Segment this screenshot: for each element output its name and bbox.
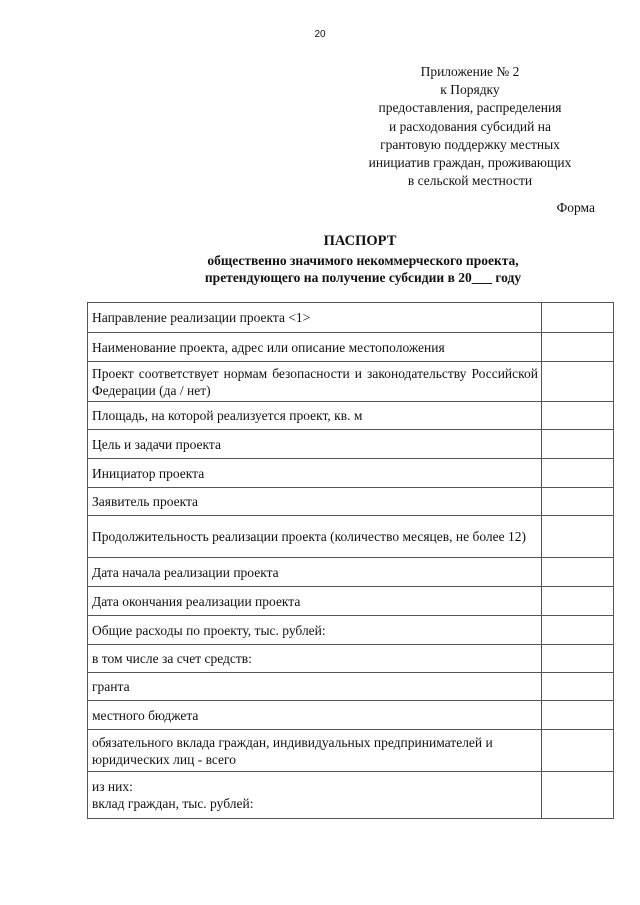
row-value[interactable]: [542, 645, 614, 673]
row-label: [88, 430, 542, 459]
row-label-line: Наименование проекта, адрес или описание местоположения: [92, 339, 445, 355]
row-label: [88, 587, 542, 616]
row-label: [88, 402, 542, 430]
row-value[interactable]: [542, 616, 614, 645]
table-row: [88, 673, 614, 701]
row-value[interactable]: [542, 673, 614, 701]
subtitle-line: общественно значимого некоммерческого проекта,: [207, 253, 519, 268]
row-label-line: Цель и задачи проекта: [92, 436, 221, 452]
table-row: [88, 616, 614, 645]
row-value[interactable]: [542, 701, 614, 730]
row-label: [88, 459, 542, 488]
passport-table: [87, 302, 614, 819]
table-row: [88, 333, 614, 362]
row-label-line: гранта: [92, 679, 130, 694]
row-value[interactable]: [542, 587, 614, 616]
row-label-line: местного бюджета: [92, 707, 199, 723]
subtitle-line: претендующего на получение субсидии в 20___ году: [204, 270, 522, 285]
table-row: [88, 303, 614, 333]
row-label: [88, 701, 542, 730]
appendix-line: и расходования субсидий на: [389, 118, 551, 134]
row-label: [88, 362, 542, 402]
row-label-line: Дата начала реализации проекта: [92, 564, 279, 580]
appendix-line: в сельской местности: [407, 173, 533, 189]
row-label-line: Направление реализации проекта <1>: [92, 310, 311, 325]
row-label: [88, 516, 542, 558]
table-row: [88, 516, 614, 558]
table-row: [88, 701, 614, 730]
table-row: [88, 430, 614, 459]
appendix-line: грантовую поддержку местных: [380, 136, 560, 152]
row-label-line: из них:: [92, 779, 133, 794]
row-label-line: Заявитель проекта: [92, 494, 199, 509]
table-row: [88, 362, 614, 402]
form-label: Форма: [556, 200, 595, 215]
row-label: [88, 333, 542, 362]
appendix-line: Приложение № 2: [420, 64, 520, 79]
table-row: [88, 402, 614, 430]
row-value[interactable]: [542, 303, 614, 333]
table-row: [88, 645, 614, 673]
row-label: [88, 303, 542, 333]
appendix-line: предоставления, распределения: [378, 100, 562, 116]
row-label: [88, 488, 542, 516]
row-value[interactable]: [542, 459, 614, 488]
row-value[interactable]: [542, 772, 614, 819]
row-label-line: Общие расходы по проекту, тыс. рублей:: [92, 622, 326, 638]
row-value[interactable]: [542, 558, 614, 587]
row-label-line: в том числе за счет средств:: [92, 651, 252, 666]
row-value[interactable]: [542, 730, 614, 772]
passport-table-body: [88, 303, 614, 819]
row-value[interactable]: [542, 333, 614, 362]
row-label-line: Дата окончания реализации проекта: [92, 593, 301, 609]
appendix-line: инициатив граждан, проживающих: [368, 155, 572, 171]
row-value[interactable]: [542, 488, 614, 516]
row-label: [88, 772, 542, 819]
row-label-line: вклад граждан, тыс. рублей:: [92, 796, 254, 811]
appendix-header: [340, 63, 600, 190]
row-value[interactable]: [542, 516, 614, 558]
row-label: [88, 730, 542, 772]
page-number: 20: [314, 29, 326, 40]
table-row: [88, 730, 614, 772]
row-value[interactable]: [542, 402, 614, 430]
row-label: [88, 673, 542, 701]
document-title: ПАСПОРТ: [323, 233, 397, 249]
row-value[interactable]: [542, 430, 614, 459]
table-row: [88, 558, 614, 587]
table-row: [88, 772, 614, 819]
row-label-line: Инициатор проекта: [92, 465, 205, 481]
table-row: [88, 587, 614, 616]
table-row: [88, 488, 614, 516]
row-label: [88, 616, 542, 645]
row-value[interactable]: [542, 362, 614, 402]
row-label-line: Проект соответствует нормам безопасности и законодательству Российской Федерации (да / нет): [92, 365, 538, 398]
document-subtitle: [0, 252, 640, 286]
row-label-line: Площадь, на которой реализуется проект, кв. м: [92, 408, 363, 423]
row-label: [88, 645, 542, 673]
table-row: [88, 459, 614, 488]
row-label: [88, 558, 542, 587]
row-label-line: обязательного вклада граждан, индивидуальных предпринимателей и юридических лиц - всего: [92, 734, 493, 767]
row-label-line: Продолжительность реализации проекта (количество месяцев, не более 12): [92, 529, 527, 544]
appendix-line: к Порядку: [440, 82, 500, 98]
